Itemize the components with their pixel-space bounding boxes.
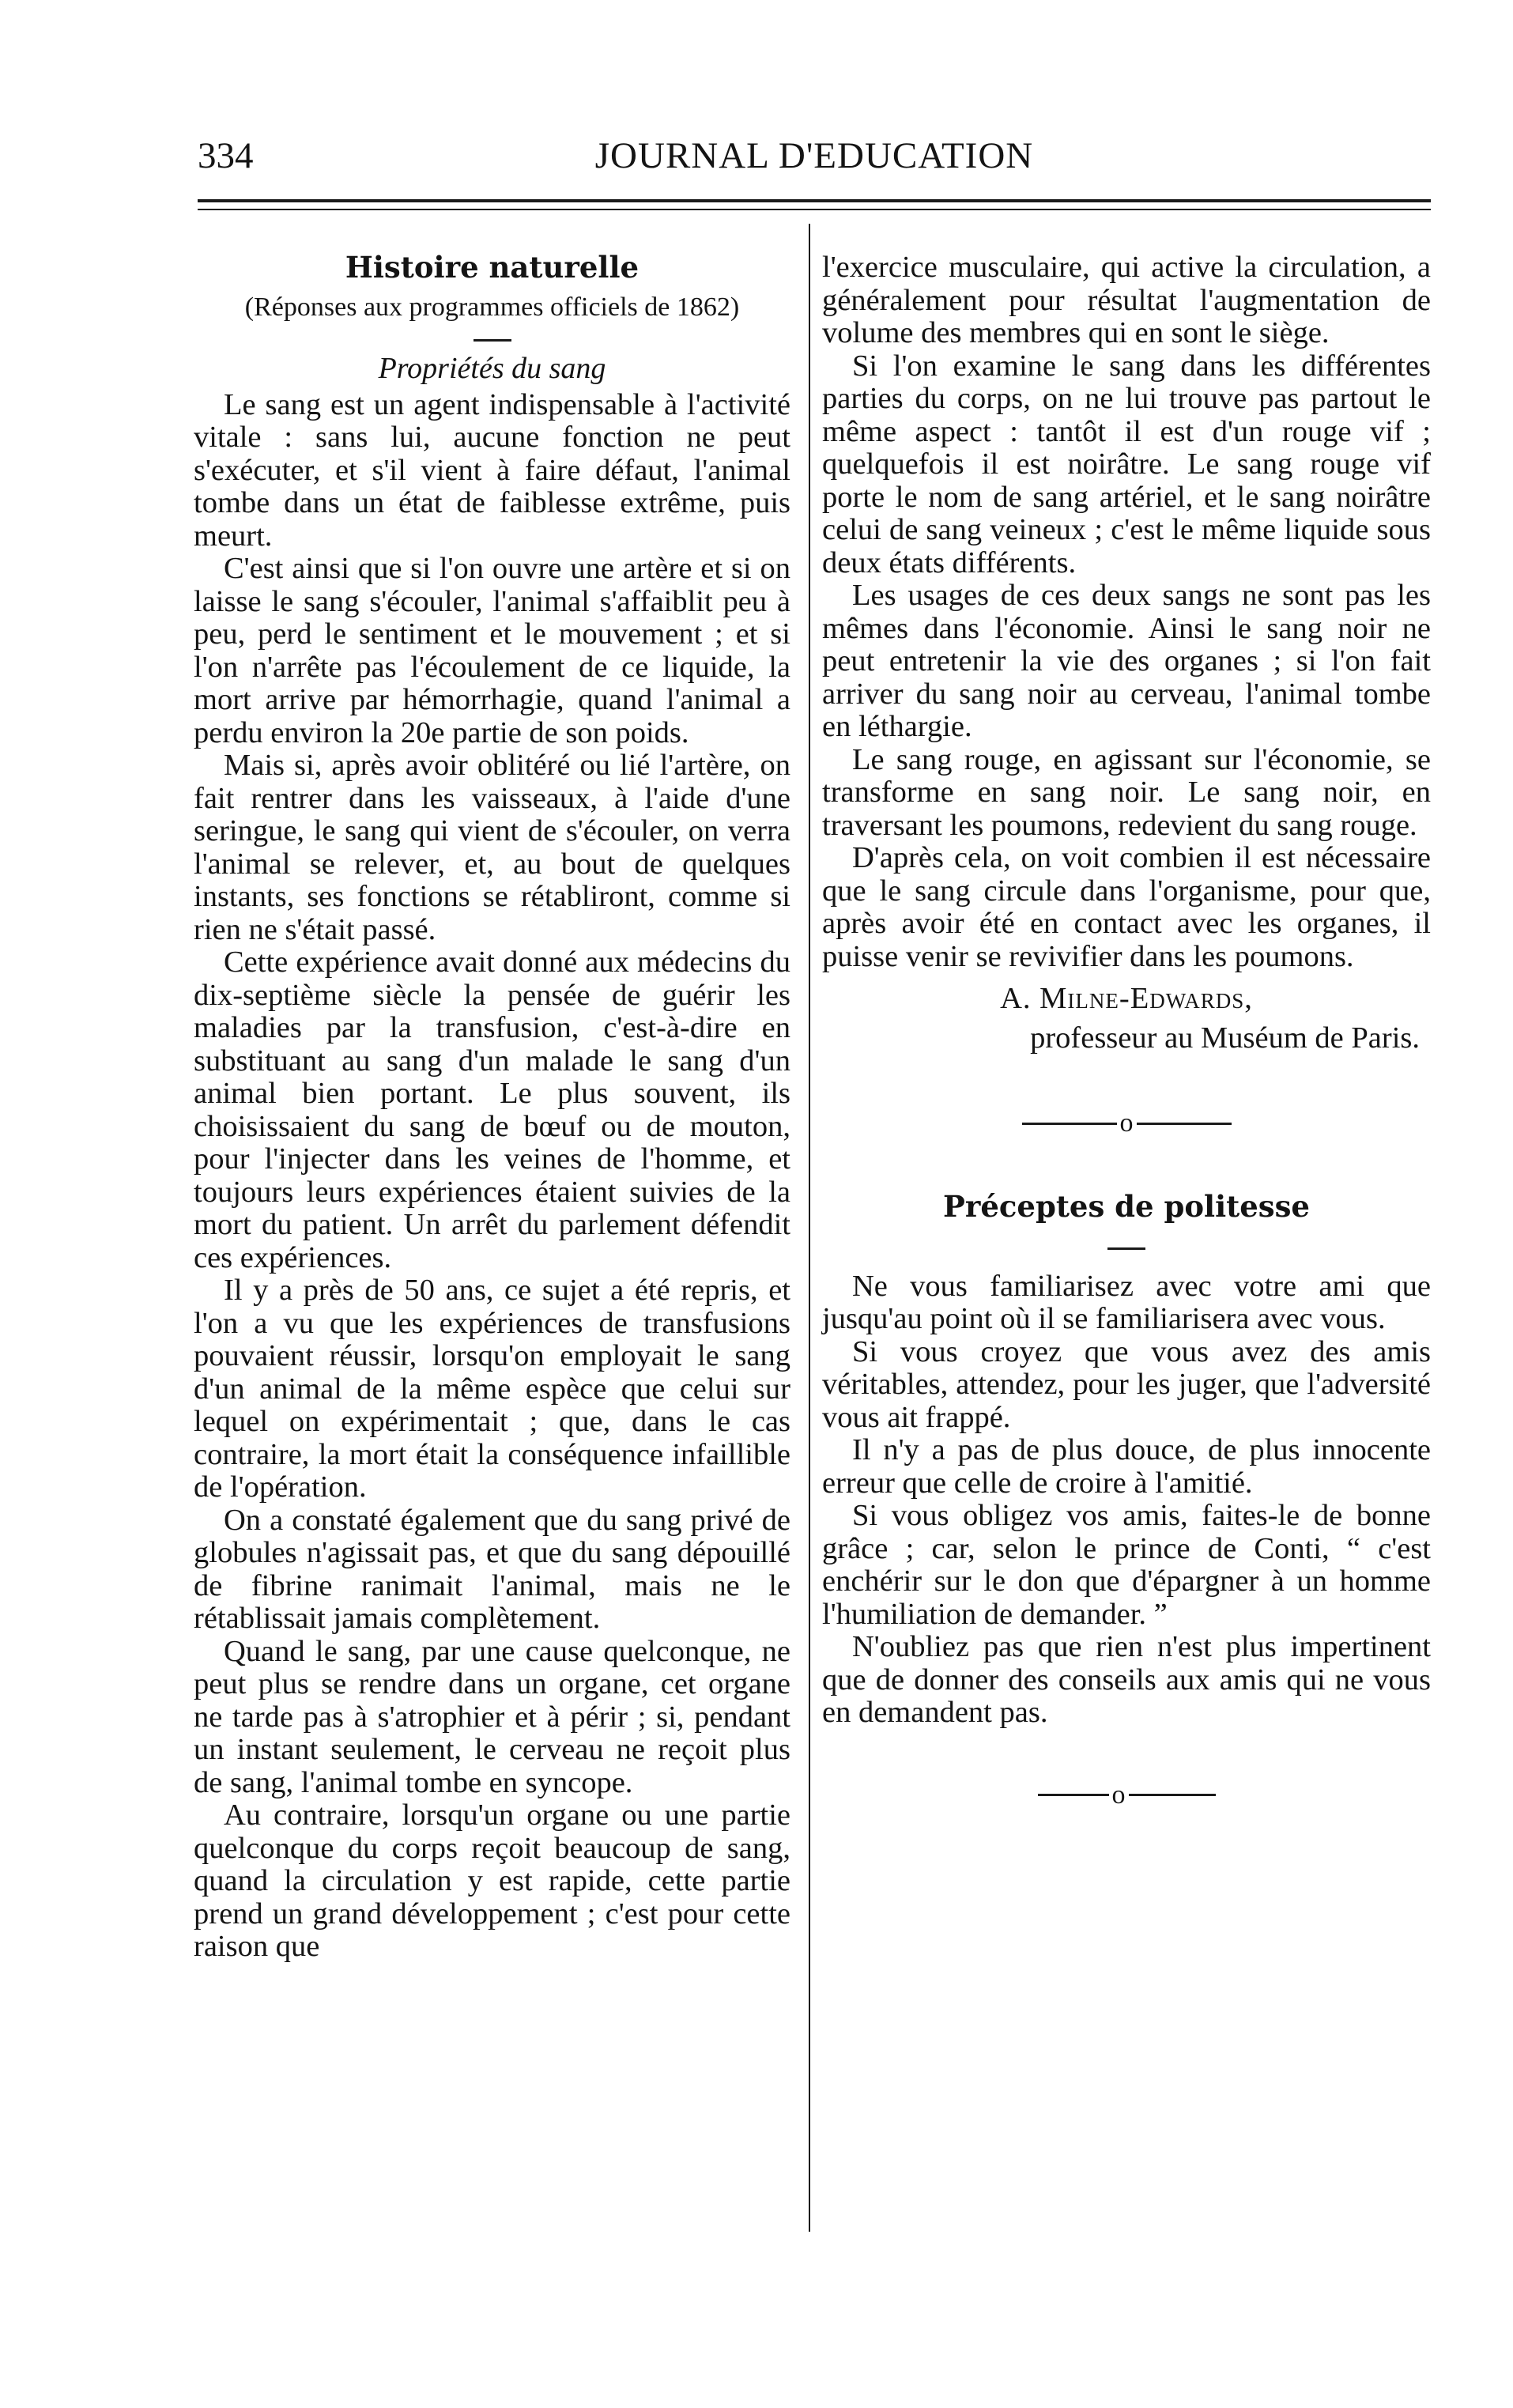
section-dash [474, 339, 511, 342]
left-column [194, 251, 790, 1964]
separator-glyph: o [1119, 1108, 1134, 1138]
paragraph: Cette expérience avait donné aux médecins du dix-septième siècle la pensée de guérir les maladies par la transfusion, c'est-à-dire en substituant au sang d'un malade le sang d'un animal bien portant. Le plus souvent, ils choisissaient du sang de bœuf ou de mouton, pour l'injecter dans les veines de l'homme, et toujours leurs expériences étaient suivies de la mort du patient. Un arrêt du parlement défendit ces expériences. [194, 945, 790, 1274]
column-divider [809, 224, 810, 2232]
paragraph: C'est ainsi que si l'on ouvre une artère et si on laisse le sang s'écouler, l'animal s'affaiblit peu à peu, perd le sentiment et le mouvement ; et si l'on n'arrête pas l'écoulement de ce liquide, la mort arrive par hémorrhagie, quand l'animal a perdu environ la 20e partie de son poids. [194, 552, 790, 749]
header-rule-thin [198, 209, 1431, 210]
paragraph: Il y a près de 50 ans, ce sujet a été repris, et l'on a vu que les expériences de transfusions pouvaient réussir, lorsqu'on employait le sang d'un animal de la même espèce que celui sur lequel on expérimentait ; que, dans le cas contraire, la mort était la conséquence infaillible de l'opération. [194, 1274, 790, 1504]
paragraph: Le sang est un agent indispensable à l'activité vitale : sans lui, aucune fonction ne peut s'exécuter, et s'il vient à faire défaut, l'animal tombe dans un état de faiblesse extrême, puis meurt. [194, 387, 790, 553]
separator-line [1022, 1123, 1117, 1125]
subsection-title: Propriétés du sang [378, 352, 606, 385]
paragraph: D'après cela, on voit combien il est nécessaire que le sang circule dans l'organisme, pour que, après avoir été en contact avec les organes, il puisse venir se revivifier dans les poumons. [822, 841, 1431, 973]
paragraph: Quand le sang, par une cause quelconque, ne peut plus se rendre dans un organe, cet organe ne tarde pas à s'atrophier et à périr ; si, pendant un instant seulement, le cerveau ne reçoit plus de sang, l'animal tombe en syncope. [194, 1634, 790, 1799]
paragraph: Si l'on examine le sang dans les différentes parties du corps, on ne lui trouve pas partout le même aspect : tantôt il est d'un rouge vif ; quelquefois il est noirâtre. Le sang rouge vif porte le nom de sang artériel, et le sang noirâtre celui de sang veineux ; c'est le même liquide sous deux états différents. [822, 349, 1431, 579]
section-subtitle: (Réponses aux programmes officiels de 1862) [244, 292, 740, 322]
page-header [198, 134, 1431, 190]
paragraph: Mais si, après avoir oblitéré ou lié l'artère, on fait rentrer dans les vaisseaux, à l'aide d'une seringue, le sang qui vient de s'écouler, on verra l'animal se relever, et, au bout de quelques instants, ses fonctions se rétabliront, comme si rien ne s'était passé. [194, 749, 790, 946]
paragraph: Ne vous familiarisez avec votre ami que jusqu'au point où il se familiarisera avec vous. [822, 1269, 1431, 1335]
paragraph: Le sang rouge, en agissant sur l'économie, se transforme en sang noir. Le sang noir, en traversant les poumons, redevient du sang rouge. [822, 742, 1431, 842]
author-signature [822, 983, 1431, 1016]
end-glyph: o [1111, 1780, 1126, 1810]
author-role: professeur au Muséum de Paris. [1030, 1021, 1420, 1055]
section2-title: Préceptes de politesse [943, 1189, 1310, 1224]
paragraph: On a constaté également que du sang privé de globules n'agissait pas, et que du sang dépouillé de fibrine ranimait l'animal, mais ne le rétablissait jamais complètement. [194, 1503, 790, 1635]
separator-line [1137, 1123, 1232, 1125]
section-title: Histoire naturelle [345, 250, 640, 285]
paragraph: Au contraire, lorsqu'un organe ou une partie quelconque du corps reçoit beaucoup de sang, quand la circulation y est rapide, cette partie prend un grand développement ; c'est pour cette raison que [194, 1798, 790, 1963]
paragraph: N'oubliez pas que rien n'est plus impertinent que de donner des conseils aux amis qui ne vous en demandent pas. [822, 1630, 1431, 1729]
section2-dash [1107, 1247, 1145, 1250]
separator-line [1129, 1794, 1216, 1796]
paragraph: Si vous obligez vos amis, faites-le de bonne grâce ; car, selon le prince de Conti, “ c'est enchérir sur le don que d'épargner à un homme l'humiliation de demander. ” [822, 1499, 1431, 1631]
right-column [822, 251, 1431, 1863]
page-number: 334 [198, 135, 254, 176]
separator-line [1038, 1794, 1109, 1796]
paragraph: Si vous croyez que vous avez des amis véritables, attendez, pour les juger, que l'adversité vous ait frappé. [822, 1334, 1431, 1434]
author-name: A. Milne-Edwards, [1000, 982, 1253, 1015]
section-separator [822, 1110, 1431, 1137]
journal-title: JOURNAL D'EDUCATION [594, 135, 1034, 176]
paragraph: l'exercice musculaire, qui active la circulation, a généralement pour résultat l'augmentation de volume des membres qui en sont le siège. [822, 251, 1431, 349]
paragraph: Les usages de ces deux sangs ne sont pas les mêmes dans l'économie. Ainsi le sang noir ne peut entretenir la vie des organes ; si l'on fait arriver du sang noir au cerveau, l'animal tombe en léthargie. [822, 579, 1431, 743]
header-rule-thick [198, 199, 1431, 202]
end-separator [822, 1782, 1431, 1809]
paragraph: Il n'y a pas de plus douce, de plus innocente erreur que celle de croire à l'amitié. [822, 1433, 1431, 1500]
